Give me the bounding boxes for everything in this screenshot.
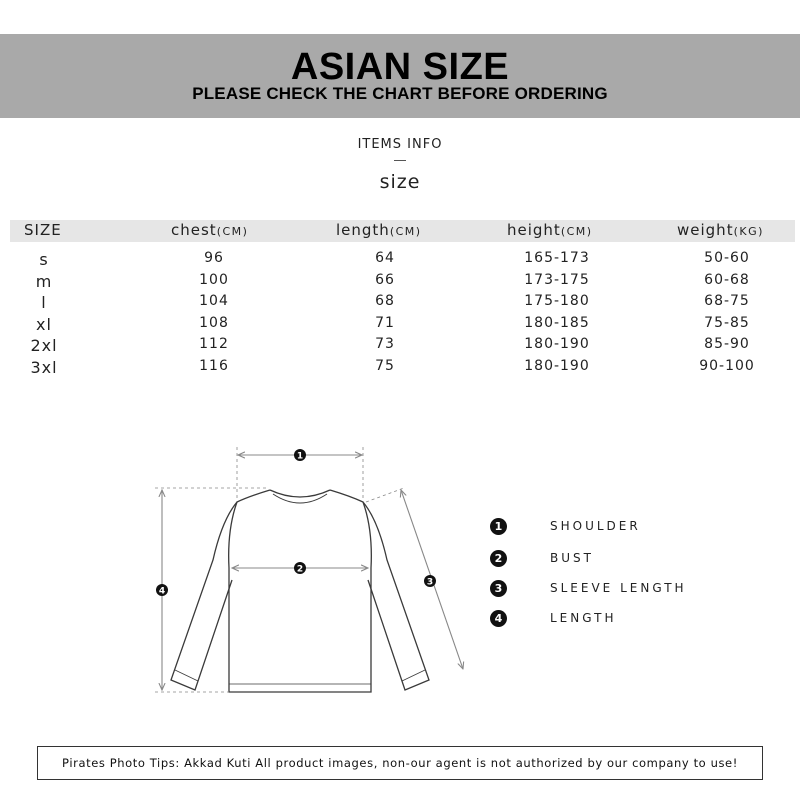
marker-4 xyxy=(156,584,168,597)
legend-label: LENGTH xyxy=(550,611,617,625)
table-cell: 73 xyxy=(375,336,395,352)
header-label: weight xyxy=(677,221,734,239)
table-cell: 90-100 xyxy=(699,358,755,374)
header-label: chest xyxy=(171,221,217,239)
header-label: length xyxy=(336,221,390,239)
items-info-label: ITEMS INFO xyxy=(357,137,443,152)
table-cell: 173-175 xyxy=(524,272,590,288)
table-cell: 75-85 xyxy=(704,315,750,331)
table-cell: 104 xyxy=(199,293,229,309)
header-unit: (KG) xyxy=(733,225,764,238)
table-cell: 180-190 xyxy=(524,358,590,374)
table-cell: 68-75 xyxy=(704,293,750,309)
table-cell: 116 xyxy=(199,358,229,374)
footer-notice xyxy=(37,746,763,780)
size-cell: l xyxy=(41,293,47,312)
shirt-outline xyxy=(171,490,429,692)
banner-subtitle: PLEASE CHECK THE CHART BEFORE ORDERING xyxy=(192,84,608,103)
size-cell: m xyxy=(35,272,53,291)
header-label: SIZE xyxy=(24,221,62,239)
table-cell: 112 xyxy=(199,336,229,352)
size-cell: 2xl xyxy=(30,336,58,355)
size-cell: 3xl xyxy=(30,358,58,377)
legend-label: SLEEVE LENGTH xyxy=(550,581,687,595)
svg-text:3: 3 xyxy=(426,577,434,588)
legend-number: 1 xyxy=(490,518,507,535)
header-unit: (CM) xyxy=(560,225,593,238)
table-cell: 108 xyxy=(199,315,229,331)
svg-text:1: 1 xyxy=(296,451,304,462)
size-cell: xl xyxy=(36,315,52,334)
table-cell: 165-173 xyxy=(524,250,590,266)
table-cell: 175-180 xyxy=(524,293,590,309)
header-label: height xyxy=(507,221,561,239)
legend-label: BUST xyxy=(550,551,594,565)
svg-text:4: 4 xyxy=(158,586,166,597)
table-cell: 85-90 xyxy=(704,336,750,352)
table-cell: 71 xyxy=(375,315,395,331)
legend-label: SHOULDER xyxy=(550,519,641,533)
table-cell: 64 xyxy=(375,250,395,266)
header-unit: (CM) xyxy=(216,225,249,238)
table-cell: 50-60 xyxy=(704,250,750,266)
table-cell: 60-68 xyxy=(704,272,750,288)
table-cell: 68 xyxy=(375,293,395,309)
svg-text:2: 2 xyxy=(296,564,304,575)
marker-1 xyxy=(294,449,306,462)
table-cell: 100 xyxy=(199,272,229,288)
table-cell: 96 xyxy=(204,250,224,266)
marker-2 xyxy=(294,562,306,575)
sleeve-guide xyxy=(366,488,404,502)
footer-text: Pirates Photo Tips: Akkad Kuti All product images, non-our agent is not authorized by our company to use! xyxy=(62,756,738,770)
legend-number: 2 xyxy=(490,550,507,567)
table-cell: 66 xyxy=(375,272,395,288)
banner-title: ASIAN SIZE xyxy=(290,46,510,88)
section-title: size xyxy=(379,171,421,193)
size-cell: s xyxy=(39,250,49,269)
table-cell: 180-185 xyxy=(524,315,590,331)
legend-number: 3 xyxy=(490,580,507,597)
legend-number: 4 xyxy=(490,610,507,627)
table-cell: 75 xyxy=(375,358,395,374)
header-unit: (CM) xyxy=(389,225,422,238)
table-cell: 180-190 xyxy=(524,336,590,352)
